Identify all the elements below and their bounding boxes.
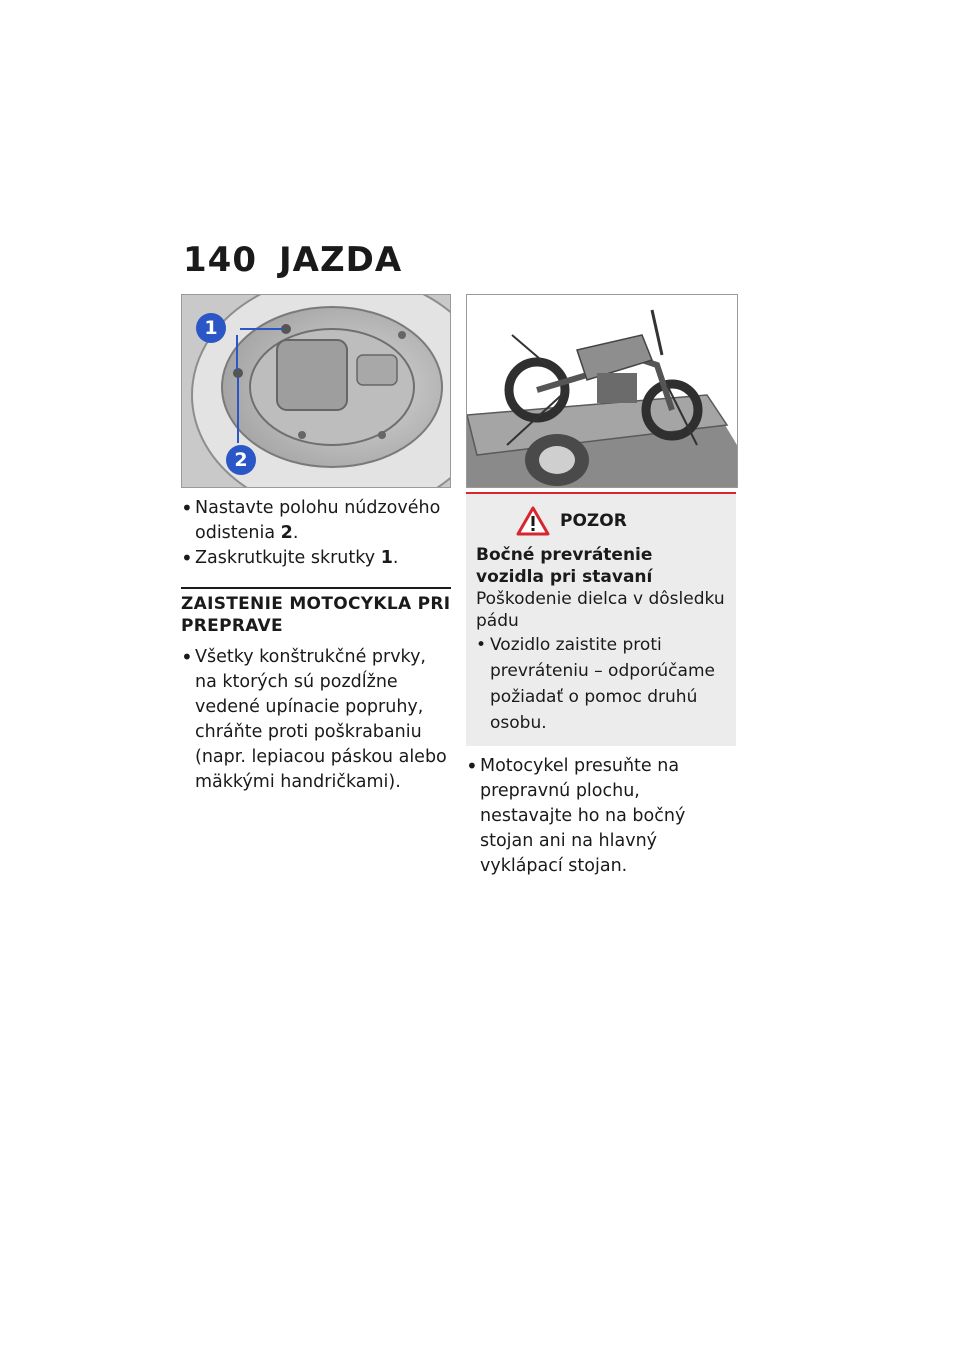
- instruction-list-right: [466, 754, 736, 879]
- instruction-item: • Motocykel presuňte na prepravnú plochu, nestavajte ho na bočný stojan ani na hlavný vyklápací stojan.: [466, 754, 736, 879]
- page-number: 140: [183, 240, 257, 280]
- warning-text: Poškodenie dielca v dôsledku pádu: [476, 589, 725, 631]
- right-column: [466, 294, 736, 879]
- callout-2: 2: [226, 445, 256, 475]
- ref-number: 1: [380, 548, 393, 568]
- step-list: [181, 496, 451, 571]
- instruction-item: • Všetky konštrukčné prvky, na ktorých sú pozdĺžne vedené upínacie popruhy, chráňte proti poškrabaniu (napr. lepiacou páskou alebo mäkkými handričkami).: [181, 645, 451, 795]
- section-heading: ZAISTENIE MOTOCYKLA PRI PREPRAVE: [181, 587, 451, 637]
- step-item: • Nastavte polohu núdzového odistenia 2.: [181, 496, 451, 546]
- fuel-cap-figure: [181, 294, 451, 488]
- instruction-list: [181, 645, 451, 795]
- warning-header: [516, 506, 726, 536]
- warning-item: • Vozidlo zaistite proti prevráteniu – odporúčame požiadať o pomoc druhú osobu.: [476, 632, 726, 736]
- warning-triangle-icon: [516, 506, 550, 536]
- motorcycle-on-trailer-illustration: [467, 295, 737, 487]
- left-column: [181, 294, 451, 795]
- warning-box: [466, 492, 736, 746]
- warning-list: [476, 632, 726, 736]
- chapter-title: JAZDA: [279, 240, 403, 280]
- step-item: • Zaskrutkujte skrutky 1.: [181, 546, 451, 571]
- callout-1: 1: [196, 313, 226, 343]
- motorcycle-trailer-figure: [466, 294, 738, 488]
- page-header: [183, 240, 402, 280]
- warning-label: POZOR: [560, 511, 627, 531]
- ref-number: 2: [280, 523, 293, 543]
- warning-subtitle: Bočné prevrátenie vozidla pri stavaní: [476, 545, 653, 587]
